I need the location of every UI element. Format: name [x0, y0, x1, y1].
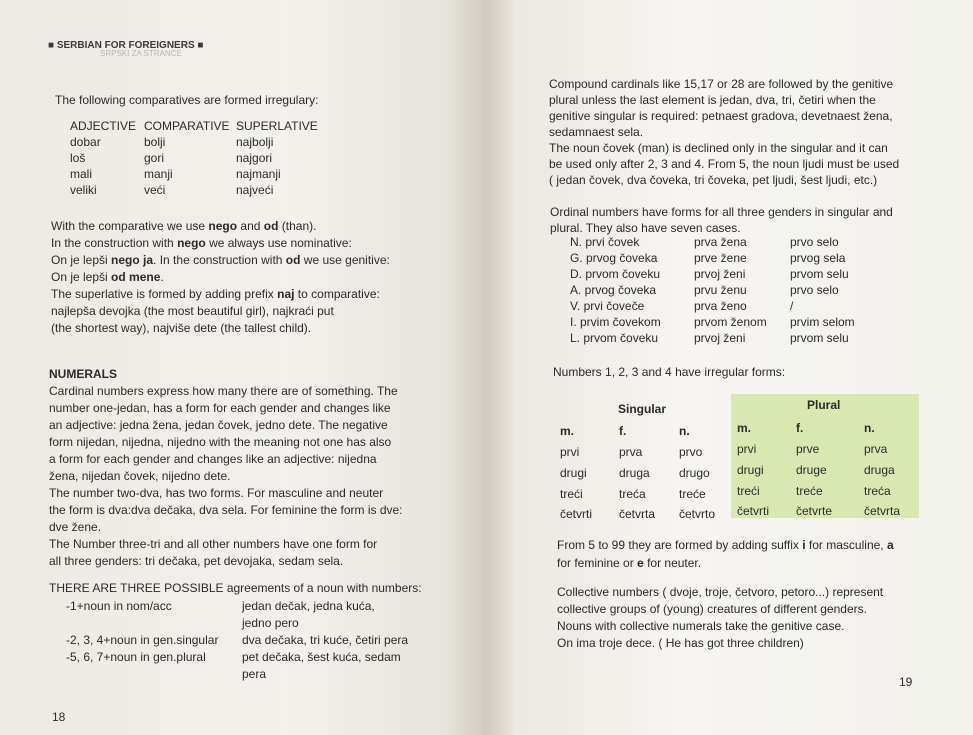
- paragraph-line: genitive singular is required: petnaest gradova, devetnaest žena,: [549, 109, 893, 123]
- table-cell: najbolji: [236, 135, 274, 149]
- table-cell: mali: [70, 167, 93, 181]
- usage-line: The superlative is formed by adding prefix naj to comparative:: [51, 287, 380, 301]
- irregular-forms-table: [556, 394, 918, 521]
- comparatives-table: [70, 118, 336, 198]
- table-cell: treće: [796, 484, 823, 498]
- table-cell: treća: [619, 487, 646, 501]
- table-row: [570, 314, 890, 330]
- table-row: [570, 250, 890, 266]
- table-cell: prvom selu: [790, 331, 849, 345]
- table-cell: prvo selo: [790, 235, 839, 249]
- table-row: [570, 282, 890, 298]
- table-cell: prve žene: [694, 251, 747, 265]
- table-cell: prvi: [737, 442, 757, 456]
- column-header: COMPARATIVE: [144, 119, 230, 133]
- paragraph-line: form nijedan, nijedna, nijedno with the meaning not one has also: [49, 435, 392, 449]
- table-cell: N. prvi čovek: [570, 235, 640, 249]
- agreement-rule: -1+noun in nom/acc: [66, 599, 172, 613]
- table-cell: najgori: [236, 151, 273, 165]
- table-cell: prva žena: [694, 235, 747, 249]
- usage-line: najlepša devojka (the most beautiful girl), najkraći put: [51, 304, 334, 318]
- paragraph-line: The Number three-tri and all other numbers have one form for: [49, 537, 378, 551]
- table-cell: prvim selom: [790, 315, 855, 329]
- gender-header: m.: [560, 424, 575, 438]
- left-page: [0, 0, 486, 735]
- agreements-heading: THERE ARE THREE POSSIBLE agreements of a noun with numbers:: [49, 581, 422, 595]
- table-cell: druge: [796, 463, 827, 477]
- page-number: 18: [52, 710, 66, 724]
- table-cell: treći: [737, 484, 760, 498]
- paragraph-line: žena, nijedan čovek, nijedno dete.: [49, 469, 231, 483]
- suffix-line: From 5 to 99 they are formed by adding suffix i for masculine, a: [557, 538, 894, 552]
- usage-line: (the shortest way), najviše dete (the tallest child).: [51, 321, 312, 335]
- table-cell: bolji: [144, 135, 166, 149]
- table-row: [570, 234, 890, 250]
- gender-header: f.: [619, 424, 627, 438]
- agreement-example: pet dečaka, šest kuća, sedam: [242, 650, 401, 664]
- paragraph-line: be used only after 2, 3 and 4. From 5, the noun ljudi must be used: [549, 157, 900, 171]
- usage-line: With the comparative we use nego and od (than).: [51, 219, 317, 233]
- table-cell: prvom selu: [790, 267, 849, 281]
- table-cell: L. prvom čoveku: [570, 331, 659, 345]
- table-cell: loš: [70, 151, 86, 165]
- table-cell: dobar: [70, 135, 101, 149]
- table-cell: prvom ženom: [694, 315, 767, 329]
- header-title: SERBIAN FOR FOREIGNERS: [56, 40, 195, 51]
- agreement-example: pera: [242, 667, 267, 681]
- table-cell: V. prvi čoveče: [570, 299, 645, 313]
- paragraph-line: Ordinal numbers have forms for all three genders in singular and: [550, 205, 893, 219]
- table-cell: prva: [619, 445, 643, 459]
- table-cell: drugi: [737, 463, 764, 477]
- paragraph-line: the form is dva:dva dečaka, dva sela. For feminine the form is dve:: [49, 503, 403, 517]
- table-cell: gori: [144, 151, 165, 165]
- usage-line: In the construction with nego we always use nominative:: [51, 236, 352, 250]
- table-row: [70, 150, 336, 166]
- table-cell: D. prvom čoveku: [570, 267, 661, 281]
- paragraph-line: a form for each gender and changes like an adjective: nijedna: [49, 452, 377, 466]
- page-number: 19: [899, 675, 913, 689]
- table-row: [70, 134, 336, 150]
- usage-line: On je lepši nego ja. In the construction with od we use genitive:: [51, 253, 390, 267]
- paragraph-line: ( jedan čovek, dva čoveka, tri čoveka, pet ljudi, šest ljudi, etc.): [549, 173, 878, 187]
- table-cell: četvrto: [679, 507, 716, 521]
- column-header: SUPERLATIVE: [236, 119, 318, 133]
- table-cell: drugi: [560, 466, 587, 480]
- paragraph-line: all three genders: tri dečaka, pet devojaka, sedam sela.: [49, 554, 344, 568]
- paragraph-line: number one-jedan, has a form for each gender and changes like: [49, 401, 391, 415]
- paragraph-line: Nouns with collective numerals take the genitive case.: [557, 619, 845, 633]
- paragraph-line: sedamnaest sela.: [549, 125, 644, 139]
- table-cell: četvrte: [796, 504, 833, 518]
- agreement-example: jedan dečak, jedna kuća,: [242, 599, 375, 613]
- agreement-rule: -5, 6, 7+noun in gen.plural: [66, 650, 206, 664]
- table-cell: najveći: [236, 183, 274, 197]
- gender-header: m.: [737, 421, 752, 435]
- table-cell: prvog sela: [790, 251, 846, 265]
- numerals-heading: NUMERALS: [49, 367, 117, 381]
- table-cell: I. prvim čovekom: [570, 315, 661, 329]
- table-cell: treći: [560, 487, 583, 501]
- table-cell: prvi: [560, 445, 580, 459]
- table-cell: prva: [864, 442, 888, 456]
- paragraph-line: Cardinal numbers express how many there are of something. The: [49, 384, 398, 398]
- agreement-example: jedno pero: [242, 616, 299, 630]
- table-row: [570, 298, 890, 314]
- table-cell: drugo: [679, 466, 710, 480]
- gender-header: n.: [679, 424, 690, 438]
- plural-label: Plural: [807, 398, 841, 412]
- singular-label: Singular: [618, 402, 667, 416]
- agreement-rule: -2, 3, 4+noun in gen.singular: [66, 633, 219, 647]
- paragraph-line: dve žene.: [49, 520, 102, 534]
- table-cell: treća: [864, 484, 891, 498]
- paragraph-line: The noun čovek (man) is declined only in the singular and it can: [549, 141, 888, 155]
- table-cell: manji: [144, 167, 173, 181]
- paragraph-line: plural. They also have seven cases.: [550, 221, 741, 235]
- table-cell: četvrta: [619, 507, 656, 521]
- paragraph-line: collective groups of (young) creatures of different genders.: [557, 602, 867, 616]
- irregular-intro: Numbers 1, 2, 3 and 4 have irregular forms:: [553, 365, 786, 379]
- table-cell: treće: [679, 487, 706, 501]
- paragraph-line: Collective numbers ( dvoje, troje, četvoro, petoro...) represent: [557, 585, 884, 599]
- gender-header: f.: [796, 421, 804, 435]
- paragraph-line: The number two-dva, has two forms. For masculine and neuter: [49, 486, 384, 500]
- running-header: ■ SERBIAN FOR FOREIGNERS ■ SRPSKI ZA STRANCE: [48, 40, 204, 58]
- table-cell: prve: [796, 442, 820, 456]
- paragraph-line: an adjective: jedna žena, jedan čovek, jedno dete. The negative: [49, 418, 388, 432]
- header-subtitle: SRPSKI ZA STRANCE: [100, 49, 182, 58]
- table-cell: prvu ženu: [694, 283, 747, 297]
- usage-line: On je lepši od mene.: [51, 270, 164, 284]
- table-cell: četvrti: [737, 504, 770, 518]
- table-cell: najmanji: [236, 167, 281, 181]
- table-cell: G. prvog čoveka: [570, 251, 658, 265]
- table-cell: veliki: [70, 183, 97, 197]
- table-cell: prvo selo: [790, 283, 839, 297]
- table-row: [70, 182, 336, 198]
- table-cell: prvoj ženi: [694, 331, 746, 345]
- agreement-example: dva dečaka, tri kuće, četiri pera: [242, 633, 409, 647]
- gender-header: n.: [864, 421, 875, 435]
- paragraph-line: On ima troje dece. ( He has got three children): [557, 636, 804, 650]
- table-cell: A. prvog čoveka: [570, 283, 657, 297]
- table-row: [70, 166, 336, 182]
- table-cell: prva ženo: [694, 299, 747, 313]
- table-cell: četvrta: [864, 504, 901, 518]
- table-cell: druga: [864, 463, 895, 477]
- table-row: [570, 330, 890, 346]
- paragraph-line: plural unless the last element is jedan, dva, tri, četiri when the: [549, 93, 876, 107]
- column-header: ADJECTIVE: [70, 119, 137, 133]
- plural-highlight: [731, 394, 919, 518]
- table-cell: prvoj ženi: [694, 267, 746, 281]
- paragraph-line: Compound cardinals like 15,17 or 28 are followed by the genitive: [549, 77, 894, 91]
- table-cell: /: [790, 299, 794, 313]
- table-cell: četvrti: [560, 507, 593, 521]
- table-header-row: [70, 118, 336, 134]
- ordinal-table: [570, 234, 890, 346]
- table-cell: veći: [144, 183, 166, 197]
- table-cell: prvo: [679, 445, 703, 459]
- suffix-line: for feminine or e for neuter.: [557, 556, 702, 570]
- table-row: [570, 266, 890, 282]
- table-cell: druga: [619, 466, 650, 480]
- comparatives-intro: The following comparatives are formed irregulary:: [55, 93, 319, 107]
